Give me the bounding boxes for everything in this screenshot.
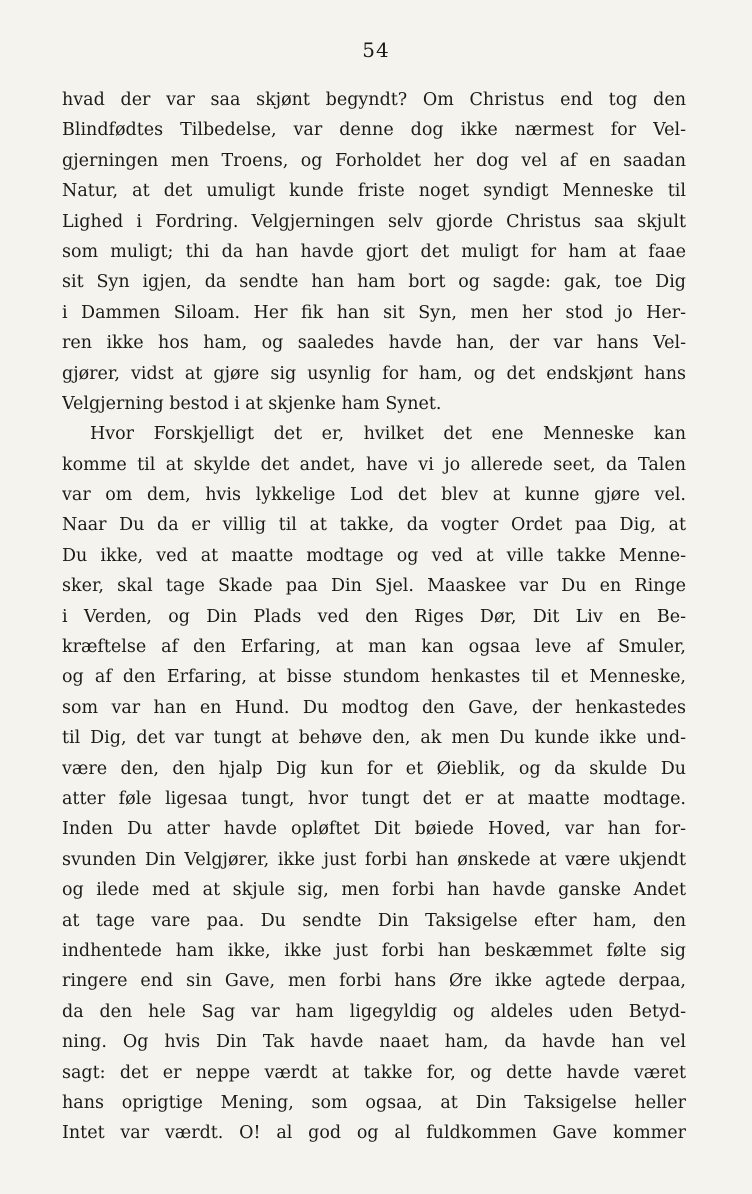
text-line: være den, den hjalp Dig kun for et Øieblik, og da skulde Du [62, 758, 686, 779]
text-line: Naar Du da er villig til at takke, da vogter Ordet paa Dig, at [62, 515, 686, 536]
text-line: var om dem, hvis lykkelige Lod det blev at kunne gjøre vel. [62, 485, 686, 506]
text-line: sker, skal tage Skade paa Din Sjel. Maaskee var Du en Ringe [62, 576, 686, 597]
text-line: kræftelse af den Erfaring, at man kan ogsaa leve af Smuler, [62, 637, 686, 658]
text-line: Du ikke, ved at maatte modtage og ved at ville takke Menne- [62, 545, 686, 566]
text-line: sagt: det er neppe værdt at takke for, og dette havde været [62, 1062, 686, 1083]
text-line: og af den Erfaring, at bisse stundom henkastes til et Menneske, [62, 667, 686, 688]
text-line: som muligt; thi da han havde gjort det muligt for ham at faae [62, 241, 686, 262]
text-line: Velgjerning bestod i at skjenke ham Synet. [62, 393, 442, 414]
text-line: hans oprigtige Mening, som ogsaa, at Din Taksigelse heller [62, 1092, 686, 1113]
text-line: gjører, vidst at gjøre sig usynlig for ham, og det endskjønt hans [62, 363, 686, 384]
text-line: i Verden, og Din Plads ved den Riges Dør, Dit Liv en Be- [62, 606, 686, 627]
text-line: hvad der var saa skjønt begyndt? Om Christus end tog den [62, 90, 686, 110]
text-line: Lighed i Fordring. Velgjerningen selv gjorde Christus saa skjult [62, 211, 686, 232]
text-line: gjerningen men Troens, og Forholdet her dog vel af en saadan [62, 150, 686, 171]
text-line: som var han en Hund. Du modtog den Gave, der henkastedes [62, 697, 686, 718]
text-line: til Dig, det var tungt at behøve den, ak men Du kunde ikke und- [62, 728, 686, 749]
text-line: at tage vare paa. Du sendte Din Taksigelse efter ham, den [62, 910, 686, 931]
text-line: ning. Og hvis Din Tak havde naaet ham, da havde han vel [62, 1032, 686, 1053]
text-line: i Dammen Siloam. Her fik han sit Syn, men her stod jo Her- [62, 302, 686, 323]
text-line: sit Syn igjen, da sendte han ham bort og sagde: gak, toe Dig [62, 272, 686, 293]
text-line: Inden Du atter havde opløftet Dit bøiede Hoved, var han for- [62, 819, 686, 840]
text-line: Intet var værdt. O! al god og al fuldkommen Gave kommer [62, 1123, 686, 1144]
text-line: Blindfødtes Tilbedelse, var denne dog ikke nærmest for Vel- [62, 120, 686, 141]
page-number: 54 [362, 38, 390, 62]
text-line: svunden Din Velgjører, ikke just forbi han ønskede at være ukjendt [62, 849, 686, 870]
body-text [62, 85, 686, 1149]
text-line: indhentede ham ikke, ikke just forbi han beskæmmet følte sig [62, 940, 686, 961]
text-line: atter føle ligesaa tungt, hvor tungt det er at maatte modtage. [62, 788, 686, 809]
text-line: Hvor Forskjelligt det er, hvilket det ene Menneske kan [90, 424, 686, 445]
text-line: og ilede med at skjule sig, men forbi han havde ganske Andet [62, 880, 686, 901]
text-line: Natur, at det umuligt kunde friste noget syndigt Menneske til [62, 181, 686, 202]
text-line: komme til at skylde det andet, have vi jo allerede seet, da Talen [62, 454, 686, 475]
text-line: ringere end sin Gave, men forbi hans Øre ikke agtede derpaa, [62, 971, 686, 992]
text-line: da den hele Sag var ham ligegyldig og aldeles uden Betyd- [62, 1001, 686, 1022]
text-line: ren ikke hos ham, og saaledes havde han, der var hans Vel- [62, 333, 686, 354]
